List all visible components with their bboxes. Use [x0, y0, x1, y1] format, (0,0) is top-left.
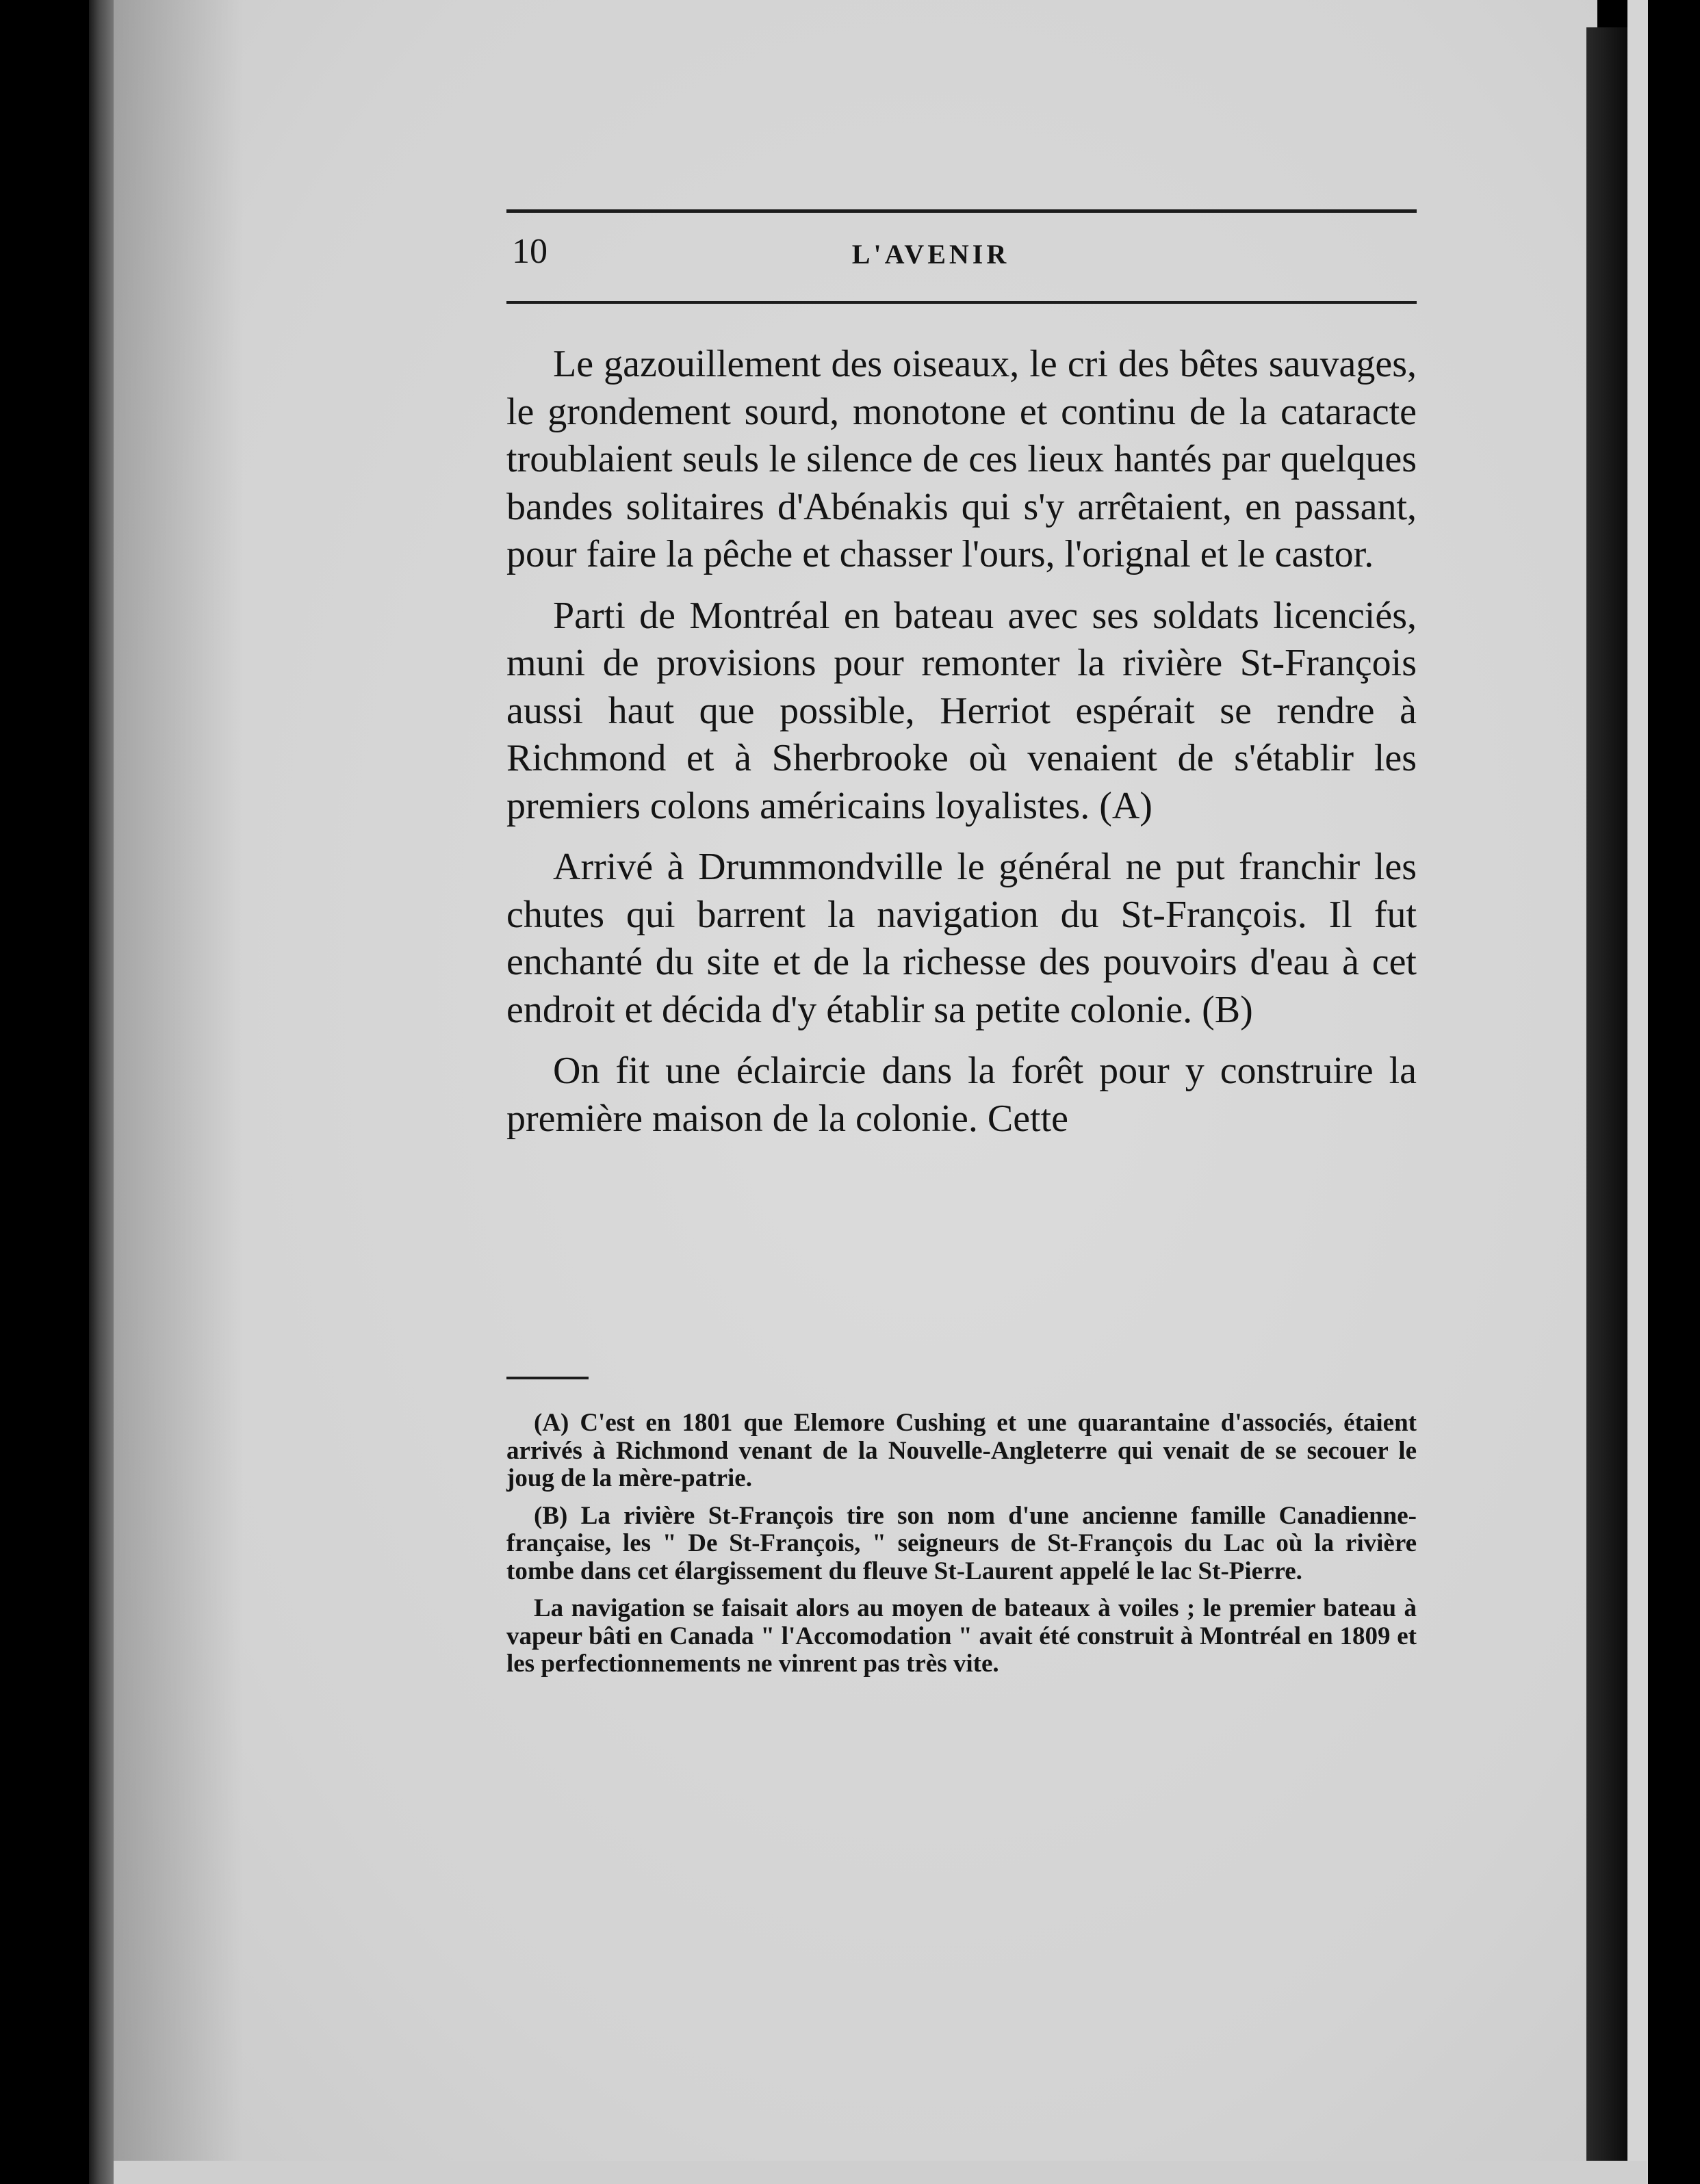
scan-right-shadow	[1586, 27, 1627, 2162]
paragraph: Le gazouillement des oiseaux, le cri des bêtes sauvages, le grondement sourd, monotone et continu de la cataracte troublaient seuls le silence de ces lieux hantés par quelques bandes solitaires d'Abénakis qui s'y arrêtaient, en passant, pour faire la pêche et chasser l'ours, l'orignal et le castor.	[506, 343, 1417, 575]
footnote-separator	[506, 1377, 589, 1379]
header-top-rule	[506, 209, 1417, 213]
scan-right-margin	[1627, 0, 1648, 2184]
running-head: L'AVENIR	[851, 239, 1010, 270]
scan-binding-edge	[89, 0, 115, 2184]
header-bottom-rule	[506, 301, 1417, 304]
footnotes	[506, 1409, 1417, 1688]
footnote-b: (B) La rivière St-François tire son nom d'une ancienne famille Canadienne-française, les " De St-François, " seigneurs de St-François du Lac où la rivière tombe dans cet élargissement du fleuve St-Laurent appelé le lac St-Pierre.	[506, 1501, 1417, 1585]
footnote-b-continued: La navigation se faisait alors au moyen de bateaux à voiles ; le premier bateau à vapeur bâti en Canada " l'Accomodation " avait été construit à Montréal en 1809 et les perfectionnements ne vinrent pas très vite.	[506, 1594, 1417, 1678]
page-number: 10	[512, 232, 548, 271]
paragraph: Arrivé à Drummondville le général ne put franchir les chutes qui barrent la navigation du St-François. Il fut enchanté du site et de la richesse des pouvoirs d'eau à cet endroit et décida d'y établir sa petite colonie. (B)	[506, 846, 1417, 1031]
paragraph: On fit une éclaircie dans la forêt pour y construire la première maison de la colonie. Cette	[506, 1050, 1417, 1140]
scan-bottom-margin	[114, 2161, 1647, 2184]
paragraph: Parti de Montréal en bateau avec ses soldats licenciés, muni de provisions pour remonter la rivière St-François aussi haut que possible, Herriot espérait se rendre à Richmond et à Sherbrooke où venaient de s'établir les premiers colons américains loyalistes. (A)	[506, 594, 1417, 827]
body-text	[506, 341, 1417, 1156]
footnote-a: (A) C'est en 1801 que Elemore Cushing et une quarantaine d'associés, étaient arrivés à Richmond venant de la Nouvelle-Angleterre qui venait de se secouer le joug de la mère-patrie.	[506, 1409, 1417, 1492]
